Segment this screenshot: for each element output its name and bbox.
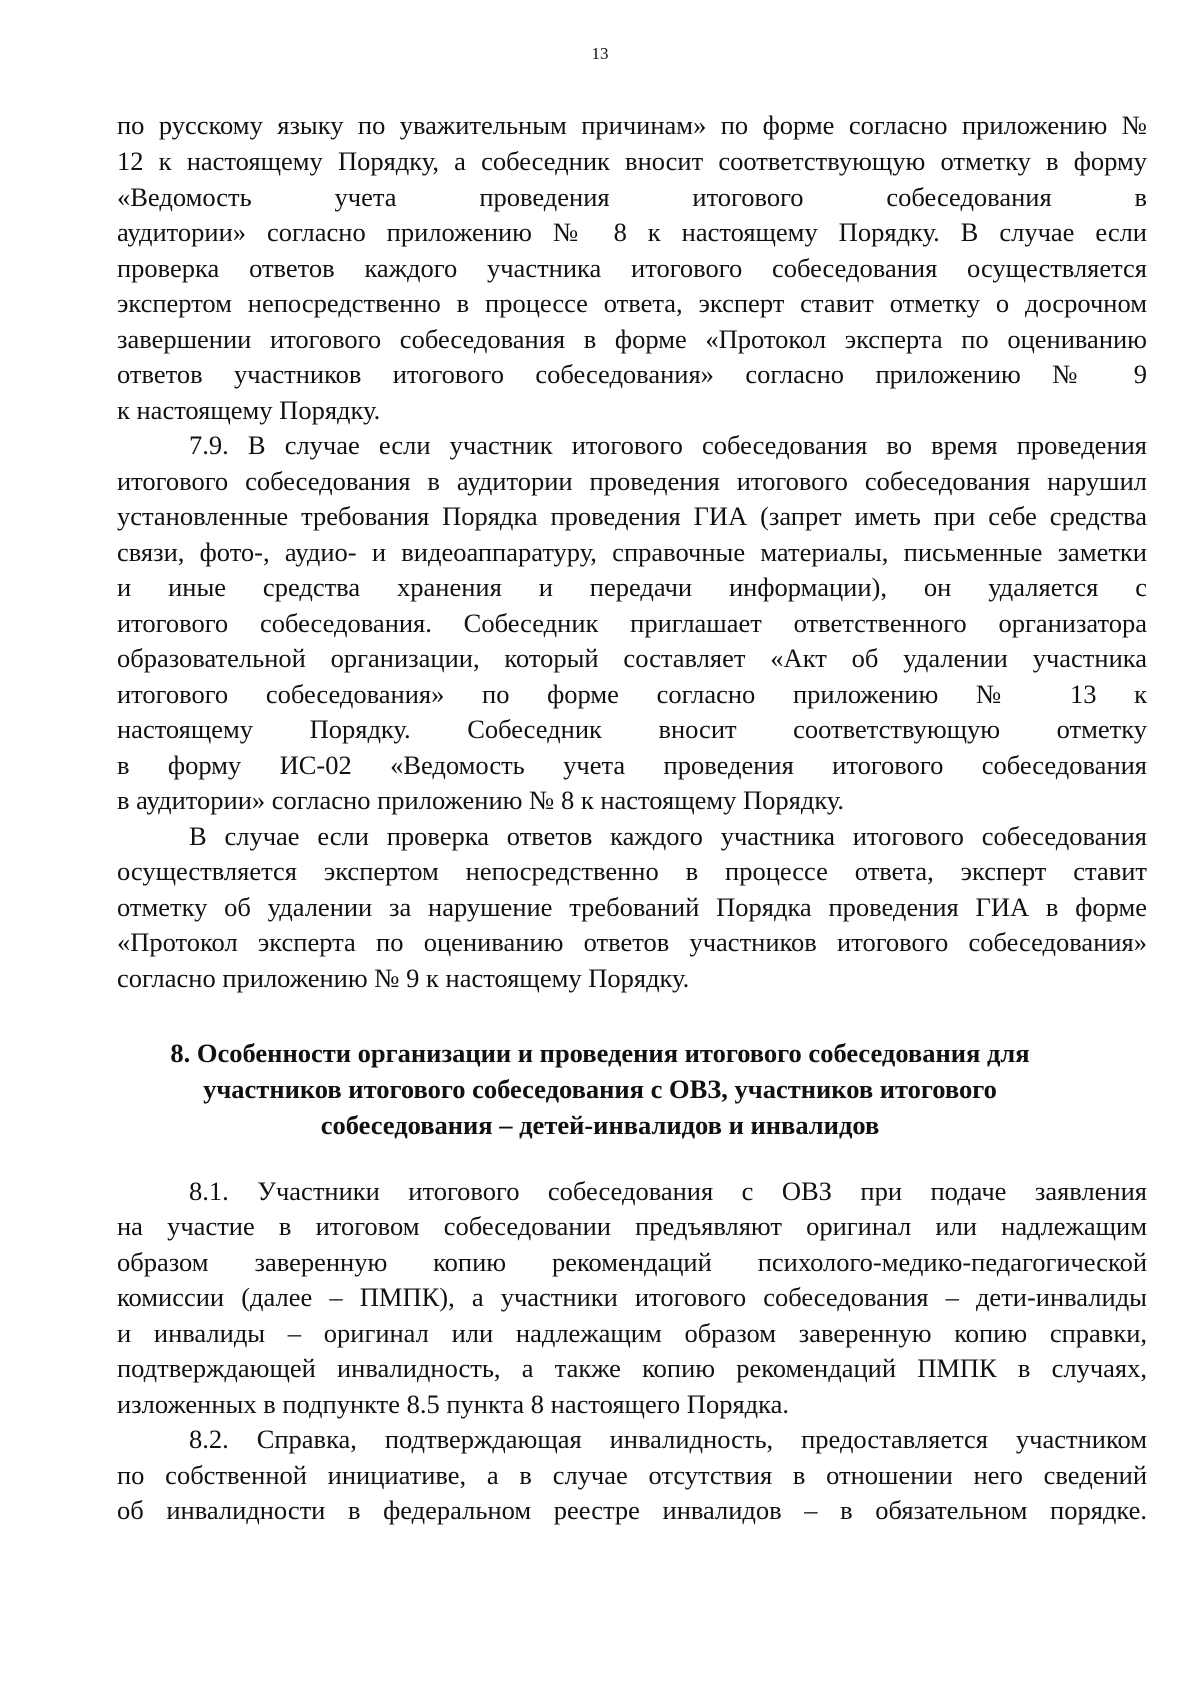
text-line: 12 к настоящему Порядку, а собеседник вносит соответствующую отметку в форму: [117, 146, 1147, 176]
text-line: связи, фото-, аудио- и видеоаппаратуру, справочные материалы, письменные заметки: [117, 537, 1147, 567]
text-line: установленные требования Порядка проведения ГИА (запрет иметь при себе средства: [117, 501, 1147, 531]
text-line: «Протокол эксперта по оцениванию ответов участников итогового собеседования»: [117, 927, 1147, 957]
text-line: и инвалиды – оригинал или надлежащим образом заверенную копию справки,: [117, 1318, 1147, 1348]
text-line: 8.1. Участники итогового собеседования с ОВЗ при подаче заявления: [189, 1176, 1147, 1206]
text-line: образом заверенную копию рекомендаций психолого-медико-педагогической: [117, 1247, 1147, 1277]
text-line: по русскому языку по уважительным причинам» по форме согласно приложению №: [117, 110, 1147, 140]
text-line: в аудитории» согласно приложению № 8 к настоящему Порядку.: [117, 785, 845, 815]
text-line: 8.2. Справка, подтверждающая инвалидность, предоставляется участником: [189, 1424, 1147, 1454]
text-line: настоящему Порядку. Собеседник вносит соответствующую отметку: [117, 714, 1147, 744]
text-line: и иные средства хранения и передачи информации), он удаляется с: [117, 572, 1147, 602]
text-line: осуществляется экспертом непосредственно в процессе ответа, эксперт ставит: [117, 856, 1147, 886]
section-heading-line: 8. Особенности организации и проведения итогового собеседования для: [170, 1038, 1030, 1068]
text-line: итогового собеседования в аудитории проведения итогового собеседования нарушил: [117, 466, 1147, 496]
text-line: к настоящему Порядку.: [117, 395, 381, 425]
text-line: на участие в итоговом собеседовании предъявляют оригинал или надлежащим: [117, 1211, 1147, 1241]
text-line: В случае если проверка ответов каждого участника итогового собеседования: [189, 821, 1147, 851]
section-heading-line: участников итогового собеседования с ОВЗ, участников итогового: [203, 1074, 997, 1104]
section-heading-line: собеседования – детей-инвалидов и инвалидов: [320, 1110, 880, 1140]
text-line: завершении итогового собеседования в форме «Протокол эксперта по оцениванию: [117, 324, 1147, 354]
text-line: согласно приложению № 9 к настоящему Порядку.: [117, 963, 690, 993]
page-number: 13: [591, 44, 609, 63]
text-line: 7.9. В случае если участник итогового собеседования во время проведения: [189, 430, 1147, 460]
text-line: в форму ИС-02 «Ведомость учета проведения итогового собеседования: [117, 750, 1147, 780]
text-line: об инвалидности в федеральном реестре инвалидов – в обязательном порядке.: [117, 1495, 1147, 1525]
text-line: ответов участников итогового собеседования» согласно приложению № 9: [117, 359, 1147, 389]
text-line: итогового собеседования» по форме согласно приложению № 13 к: [117, 679, 1147, 709]
text-line: экспертом непосредственно в процессе ответа, эксперт ставит отметку о досрочном: [117, 288, 1147, 318]
text-line: комиссии (далее – ПМПК), а участники итогового собеседования – дети-инвалиды: [117, 1282, 1147, 1312]
text-line: итогового собеседования. Собеседник приглашает ответственного организатора: [117, 608, 1147, 638]
text-line: по собственной инициативе, а в случае отсутствия в отношении него сведений: [117, 1460, 1147, 1490]
text-line: изложенных в подпункте 8.5 пункта 8 настоящего Порядка.: [117, 1389, 789, 1419]
text-line: отметку об удалении за нарушение требований Порядка проведения ГИА в форме: [117, 892, 1147, 922]
text-line: аудитории» согласно приложению № 8 к настоящему Порядку. В случае если: [117, 217, 1147, 247]
text-line: проверка ответов каждого участника итогового собеседования осуществляется: [117, 253, 1147, 283]
text-line: «Ведомость учета проведения итогового собеседования в: [117, 182, 1147, 212]
text-line: образовательной организации, который составляет «Акт об удалении участника: [117, 643, 1147, 673]
text-line: подтверждающей инвалидность, а также копию рекомендаций ПМПК в случаях,: [117, 1353, 1147, 1383]
